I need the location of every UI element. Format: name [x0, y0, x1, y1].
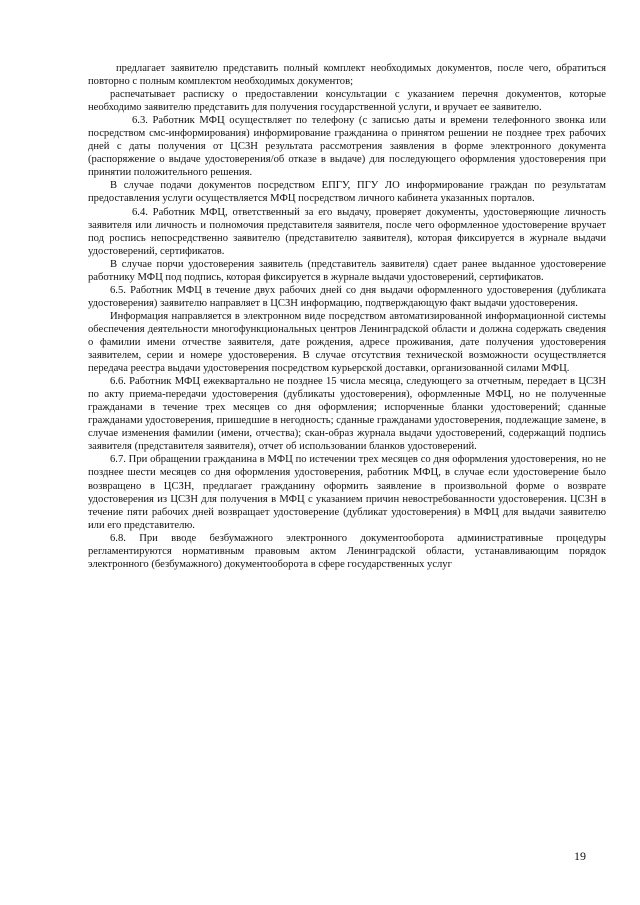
- paragraph-portal-info: В случае подачи документов посредством ЕПГУ, ПГУ ЛО информирование граждан по результатам предоставления услуги осуществляется МФЦ посредством личного кабинета указанных порталов.: [88, 180, 606, 205]
- paragraph-receipt: распечатывает расписку о предоставлении консультации с указанием перечня документов, которые необходимо заявителю представить для получения государственной услуги, и вручает ее заявителю.: [88, 89, 606, 114]
- paragraph-information-transfer: Информация направляется в электронном виде посредством автоматизированной информационной системы обеспечения деятельности многофункциональных центров Ленинградской области и должна содержать сведения о фамилии имени отчестве заявителя, дате рождения, адресе проживания, дате получения удостоверения заявителем, серии и номере удостоверения. В случае отсутствия технической возможности осуществляется передача реестра выдачи удостоверения посредством курьерской доставки, организованной силами МФЦ.: [88, 310, 606, 375]
- page-number: 19: [574, 849, 586, 863]
- paragraph-6-7: 6.7. При обращении гражданина в МФЦ по истечении трех месяцев со дня оформления удостоверения, но не позднее шести месяцев со дня оформления удостоверения, работник МФЦ, в случае если удостоверение было возвращено в ЦСЗН, предлагает гражданину оформить заявление в произвольной форме о возврате удостоверения из ЦСЗН для получения в МФЦ с указанием причин невостребованности удостоверения. ЦСЗН в течение пяти рабочих дней возвращает удостоверение (дубликат удостоверения) в МФЦ для выдачи заявителю или его представителю.: [88, 454, 606, 531]
- paragraph-damaged-certificate: В случае порчи удостоверения заявитель (представитель заявителя) сдает ранее выданное удостоверение работнику МФЦ под подпись, которая фиксируется в журнале выдачи удостоверений, сертификатов.: [88, 258, 606, 283]
- paragraph-6-5: 6.5. Работник МФЦ в течение двух рабочих дней со дня выдачи оформленного удостоверения (дубликата удостоверения) заявителю направляет в ЦСЗН информацию, подтверждающую факт выдачи удостоверения.: [88, 284, 606, 309]
- paragraph-6-3: 6.3. Работник МФЦ осуществляет по телефону (с записью даты и времени телефонного звонка или посредством смс-информирования) информирование гражданина о принятом решении не позднее трех рабочих дней с даты получения от ЦСЗН результата рассмотрения заявления в форме электронного документа (распоряжение о выдаче удостоверения/об отказе в выдаче) для последующего оформления удостоверения при принятии положительного решения.: [88, 115, 606, 179]
- document-body: [88, 62, 606, 571]
- paragraph-6-6: 6.6. Работник МФЦ ежеквартально не позднее 15 числа месяца, следующего за отчетным, передает в ЦСЗН по акту приема-передачи удостоверения (дубликаты удостоверения), оформленные МФЦ, но не полученные гражданами в течение трех месяцев со дня оформления; испорченные бланки удостоверений; сданные гражданами удостоверения, пришедшие в негодность; сданные гражданами удостоверения, подлежащие замене, в случае изменения фамилии (имени, отчества); скан-образ журнала выдачи удостоверений, содержащий подпись заявителя (представителя заявителя), отчет об использовании бланков удостоверений.: [88, 376, 606, 453]
- paragraph-6-4: 6.4. Работник МФЦ, ответственный за его выдачу, проверяет документы, удостоверяющие личность заявителя или личность и полномочия представителя заявителя, после чего оформленное удостоверение вручает под роспись непосредственно заявителю (представителю заявителя), которая фиксируется в журнале выдачи удостоверений, сертификатов.: [88, 206, 606, 257]
- paragraph-continuation: предлагает заявителю представить полный комплект необходимых документов, после чего, обратиться повторно с полным комплектом необходимых документов;: [88, 63, 606, 88]
- paragraph-6-8: 6.8. При вводе безбумажного электронного документооборота административные процедуры регламентируются нормативным правовым актом Ленинградской области, устанавливающим порядок электронного (безбумажного) документооборота в сфере государственных услуг: [88, 532, 606, 570]
